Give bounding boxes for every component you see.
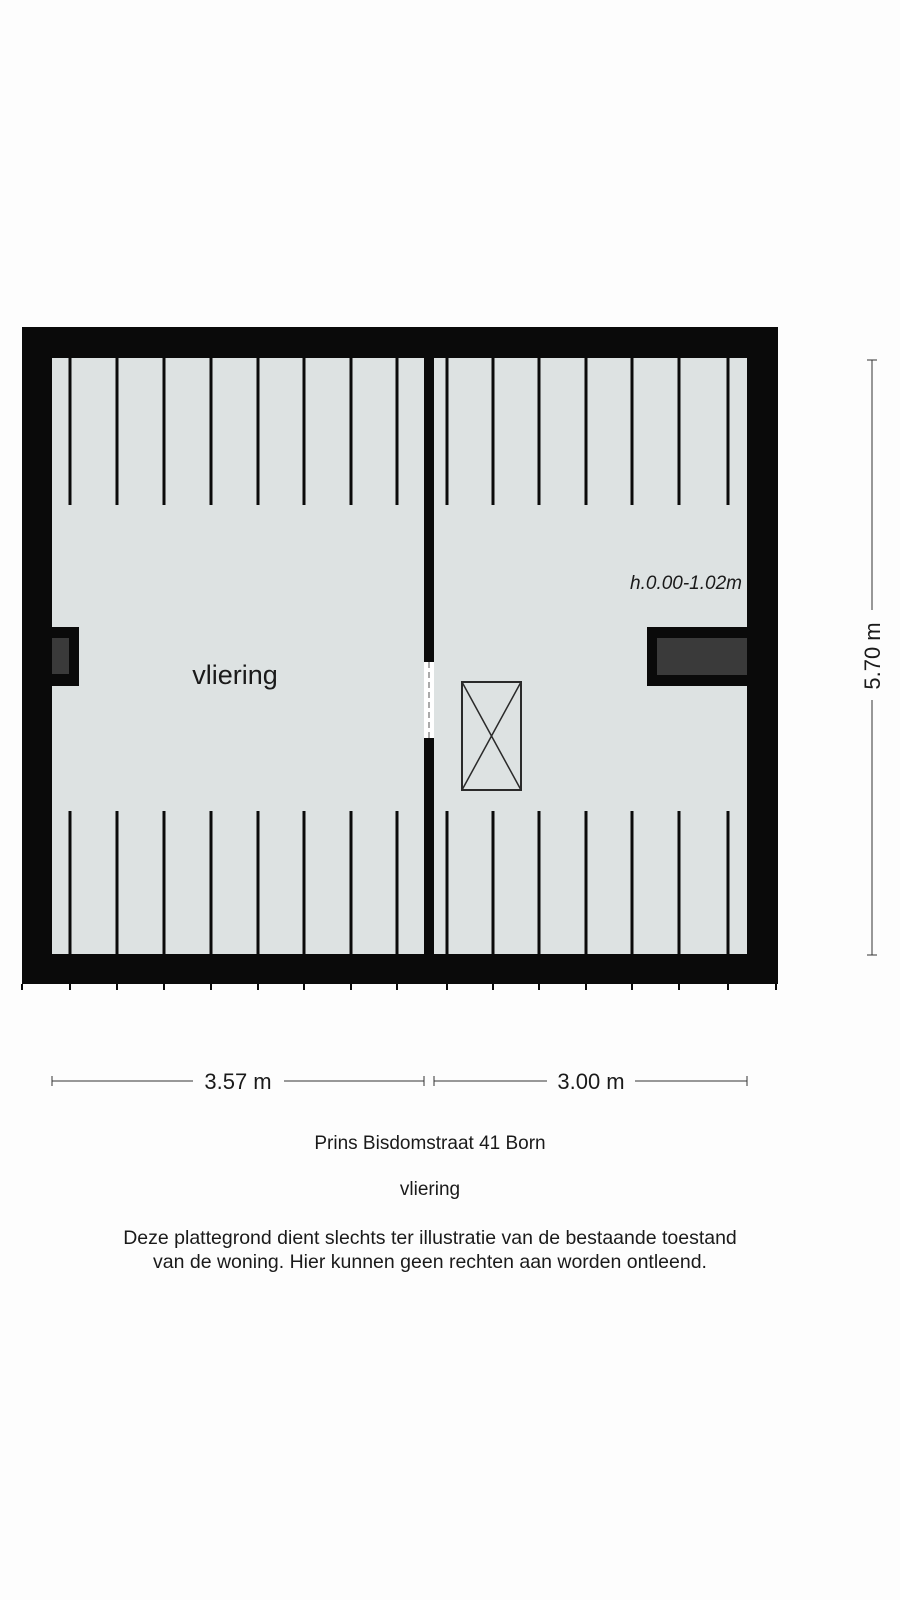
disclaimer-line-2: van de woning. Hier kunnen geen rechten aan worden ontleend. xyxy=(153,1251,707,1273)
address-caption: Prins Bisdomstraat 41 Born xyxy=(314,1133,546,1154)
floor-left xyxy=(52,358,424,954)
dimension-depth-label: 5.70 m xyxy=(860,622,885,690)
disclaimer xyxy=(0,1226,860,1274)
disclaimer-line-1: Deze plattegrond dient slechts ter illustratie van de bestaande toestand xyxy=(123,1227,737,1249)
chimney-left-inner xyxy=(52,638,69,674)
partition-wall xyxy=(424,358,434,954)
dimension-right-label: 3.00 m xyxy=(557,1069,625,1094)
height-note: h.0.00-1.02m xyxy=(630,573,742,594)
room-label: vliering xyxy=(192,660,278,690)
chimney-right-inner xyxy=(657,638,747,675)
floor-name-caption: vliering xyxy=(399,1179,461,1200)
dimension-left-label: 3.57 m xyxy=(204,1069,272,1094)
